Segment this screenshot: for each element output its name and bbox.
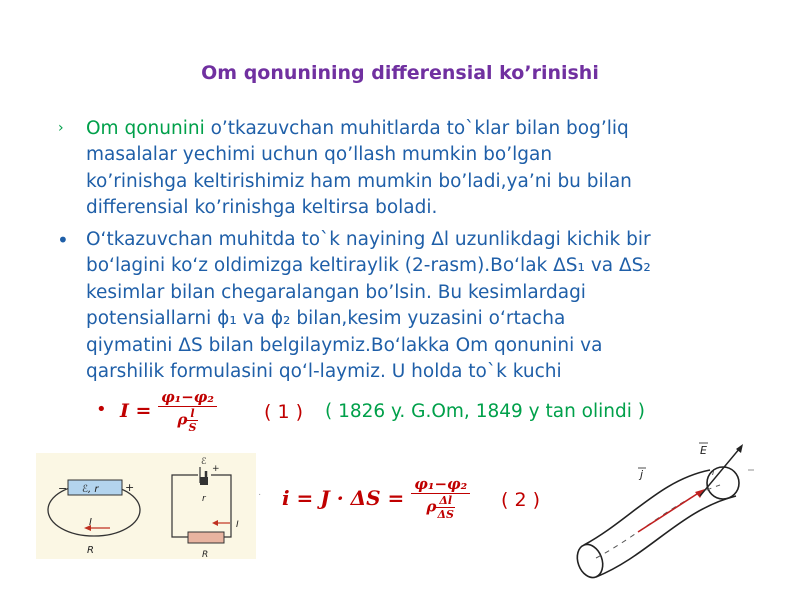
rho-symbol: ρ xyxy=(177,410,188,429)
arrowhead xyxy=(695,489,705,498)
text-line: O‘tkazuvchan muhitda to`k nayining Δl uzunlikdagi kichik bir xyxy=(86,229,651,250)
text-line: potensiallarni ϕ₁ va ϕ₂ bilan,kesim yuzasini o‘rtacha xyxy=(86,308,566,330)
tube-surface xyxy=(596,496,736,577)
rho-symbol: ρ xyxy=(426,497,437,516)
formula-numerator: φ₁−φ₂ xyxy=(411,475,470,494)
current-label: I xyxy=(89,517,92,528)
current-density-vector xyxy=(638,492,700,532)
text-line: qiymatini ΔS bilan belgilaymiz.Bo‘lakka Om qonunini va xyxy=(86,334,603,356)
equation-number-1: ( 1 ) xyxy=(264,401,303,423)
formula-fraction xyxy=(411,475,470,521)
delta-s-symbol: ΔS xyxy=(437,508,454,521)
paragraph-om-law-intro xyxy=(86,116,776,222)
text-line: qarshilik formulasini qo‘l-laymiz. U holda to`k kuchi xyxy=(86,361,562,383)
text-line: bo‘lagini ko‘z oldimizga keltiraylik (2-rasm).Bo‘lak ΔS₁ va ΔS₂ xyxy=(86,255,651,277)
area-symbol: S xyxy=(188,421,197,434)
tube-axis xyxy=(596,485,720,558)
formula-denominator xyxy=(158,407,217,434)
resistor xyxy=(188,532,224,543)
formula-current-density xyxy=(282,475,470,521)
formula-lhs: I = xyxy=(120,400,152,422)
slide-title: Om qonunining differensial ko’rinishi xyxy=(201,62,599,84)
delta-l-symbol: Δl xyxy=(436,494,455,508)
text-line: ko’rinishga keltirishimiz ham mumkin bo’ladi,ya’ni bu bilan xyxy=(86,170,632,192)
highlight-om-law: Om qonunini xyxy=(86,118,205,139)
formula-lhs: i = J · ΔS = xyxy=(282,486,405,510)
tube-surface xyxy=(584,470,710,545)
resistor-label: R xyxy=(202,550,209,559)
r-label: r xyxy=(202,494,206,504)
current-label: I xyxy=(236,520,239,530)
resistor-label: R xyxy=(87,545,94,556)
dot-marker: · xyxy=(258,489,262,500)
text-line: o’tkazuvchan muhitlarda to`klar bilan bog’liq xyxy=(204,118,629,139)
internal-resistance xyxy=(200,477,208,485)
historical-note: ( 1826 y. G.Om, 1849 y tan olindi ) xyxy=(325,401,645,422)
text-line: masalalar yechimi uchun qo’llash mumkin bo’lgan xyxy=(86,144,553,166)
plus-label: + xyxy=(212,464,220,474)
emf-label: ℰ xyxy=(201,457,207,467)
current-tube-diagram xyxy=(560,440,770,590)
bullet-marker: › xyxy=(58,120,64,136)
length-mark: l xyxy=(712,468,715,477)
text-line: differensial ko’rinishga keltirsa boladi. xyxy=(86,197,438,219)
length-symbol: l xyxy=(187,407,197,421)
cell-plus: + xyxy=(125,481,135,494)
e-label: E xyxy=(700,444,707,457)
equation-number-2: ( 2 ) xyxy=(501,489,540,511)
formula-fraction xyxy=(158,388,217,434)
cell-minus: − xyxy=(58,482,68,495)
j-label: j xyxy=(640,468,644,481)
circuit-diagram xyxy=(36,453,256,559)
text-line: kesimlar bilan chegaralangan bo’lsin. Bu kesimlardagi xyxy=(86,281,586,303)
formula-denominator xyxy=(411,494,470,521)
formula-ohm-law xyxy=(120,388,217,434)
bullet-marker: • xyxy=(96,399,107,420)
bullet-marker: • xyxy=(57,228,69,252)
paragraph-current-tube xyxy=(86,227,776,385)
cell-label: ℰ, r xyxy=(82,484,99,495)
formula-numerator: φ₁−φ₂ xyxy=(158,388,217,407)
